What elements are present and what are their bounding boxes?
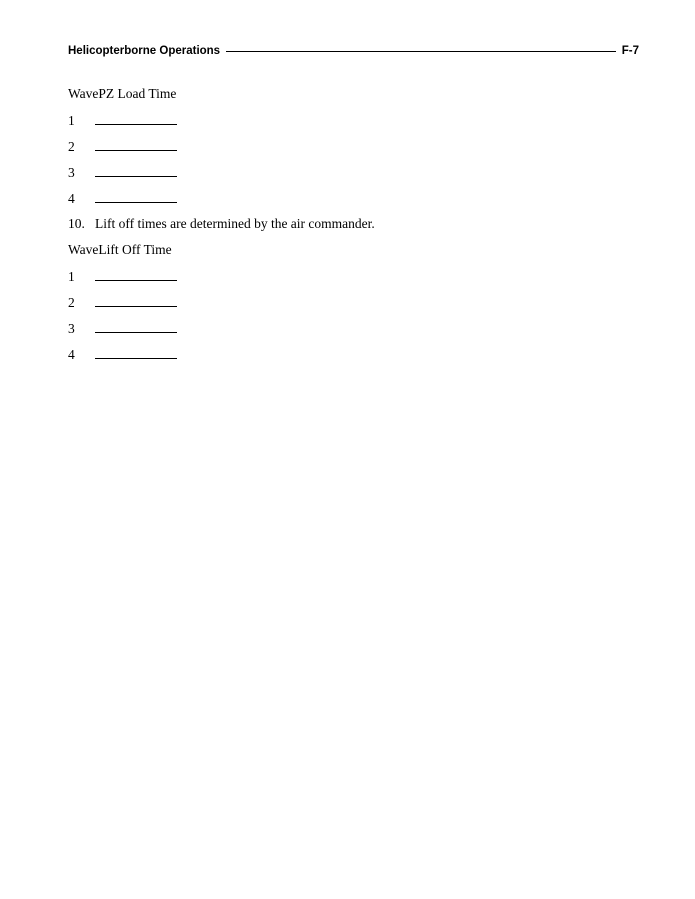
item-number: 10. [68, 216, 85, 231]
liftoff-table-row [68, 346, 177, 362]
blank-line [95, 190, 177, 203]
liftoff-table-row [68, 268, 177, 284]
page-number: F-7 [621, 45, 639, 57]
load-table-heading: WavePZ Load Time [68, 86, 177, 101]
wave-number: 1 [68, 113, 75, 128]
wave-number: 2 [68, 295, 75, 310]
wave-number: 4 [68, 347, 75, 362]
item-text: Lift off times are determined by the air commander. [95, 216, 375, 231]
wave-number: 4 [68, 191, 75, 206]
running-header [68, 42, 639, 60]
blank-line [95, 164, 177, 177]
wave-number: 3 [68, 165, 75, 180]
header-rule [226, 51, 616, 52]
load-table-row [68, 112, 177, 128]
load-table-row [68, 138, 177, 154]
blank-line [95, 138, 177, 151]
wave-number: 3 [68, 321, 75, 336]
blank-line [95, 112, 177, 125]
blank-line [95, 346, 177, 359]
liftoff-table-heading: WaveLift Off Time [68, 242, 172, 257]
item-10 [68, 216, 375, 232]
liftoff-table-row [68, 294, 177, 310]
load-table-row [68, 190, 177, 206]
wave-number: 1 [68, 269, 75, 284]
header-title: Helicopterborne Operations [68, 45, 221, 57]
liftoff-table-row [68, 320, 177, 336]
blank-line [95, 268, 177, 281]
wave-number: 2 [68, 139, 75, 154]
blank-line [95, 320, 177, 333]
load-table-row [68, 164, 177, 180]
blank-line [95, 294, 177, 307]
